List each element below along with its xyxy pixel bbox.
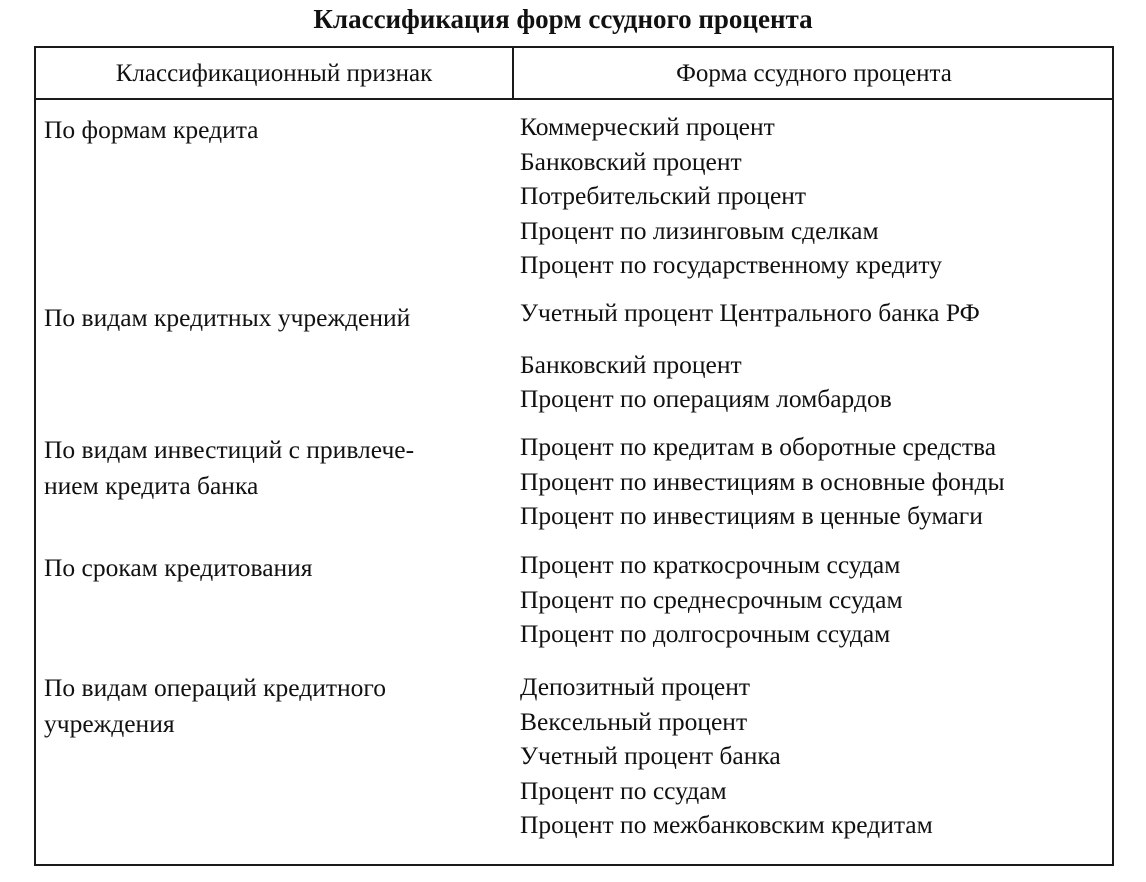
- forms-cell: [520, 110, 1110, 283]
- form-item: Процент по долгосрочным ссудам: [520, 619, 891, 649]
- forms-cell: [520, 296, 1110, 417]
- form-item: Коммерческий процент: [520, 112, 775, 141]
- criterion-cell: По видам операций кредитного учреждения: [44, 673, 386, 738]
- form-item: Процент по межбанковским кредитам: [520, 810, 933, 840]
- form-item: Вексельный процент: [520, 706, 748, 736]
- form-item: Депозитный процент: [520, 672, 750, 701]
- form-item: Учетный процент Центрального банка РФ: [520, 298, 980, 327]
- form-item: Процент по инвестициям в ценные бумаги: [520, 501, 983, 531]
- criterion-cell: По срокам кредитования: [44, 553, 313, 582]
- form-item: Процент по лизинговым сделкам: [520, 215, 879, 245]
- form-item: Потребительский процент: [520, 181, 807, 211]
- form-item: Процент по инвестициям в основные фонды: [520, 466, 1005, 496]
- table-header-row: [36, 48, 1112, 100]
- criterion-cell: По видам инвестиций с привлече- нием кредита банка: [44, 435, 415, 500]
- form-item: Процент по ссудам: [520, 775, 727, 805]
- classification-table: [34, 46, 1114, 866]
- forms-cell: [520, 430, 1110, 534]
- form-item: Банковский процент: [520, 146, 742, 176]
- page-title: Классификация форм ссудного процента: [313, 4, 813, 34]
- criterion-cell: По видам кредитных учреждений: [44, 303, 411, 332]
- criterion-cell: По формам кредита: [44, 115, 259, 144]
- form-item: Процент по среднесрочным ссудам: [520, 584, 903, 614]
- forms-cell: [520, 670, 1110, 843]
- form-item: Процент по государственному кредиту: [520, 250, 942, 280]
- header-form: Форма ссудного процента: [676, 60, 952, 87]
- forms-cell: [520, 548, 1110, 652]
- form-item: Учетный процент банка: [520, 741, 781, 771]
- form-item: Процент по кредитам в оборотные средства: [520, 432, 997, 461]
- form-item: Процент по операциям ломбардов: [520, 384, 892, 414]
- form-item: Процент по краткосрочным ссудам: [520, 550, 901, 579]
- header-criterion: Классификационный признак: [115, 60, 433, 87]
- form-item: Банковский процент: [520, 349, 742, 379]
